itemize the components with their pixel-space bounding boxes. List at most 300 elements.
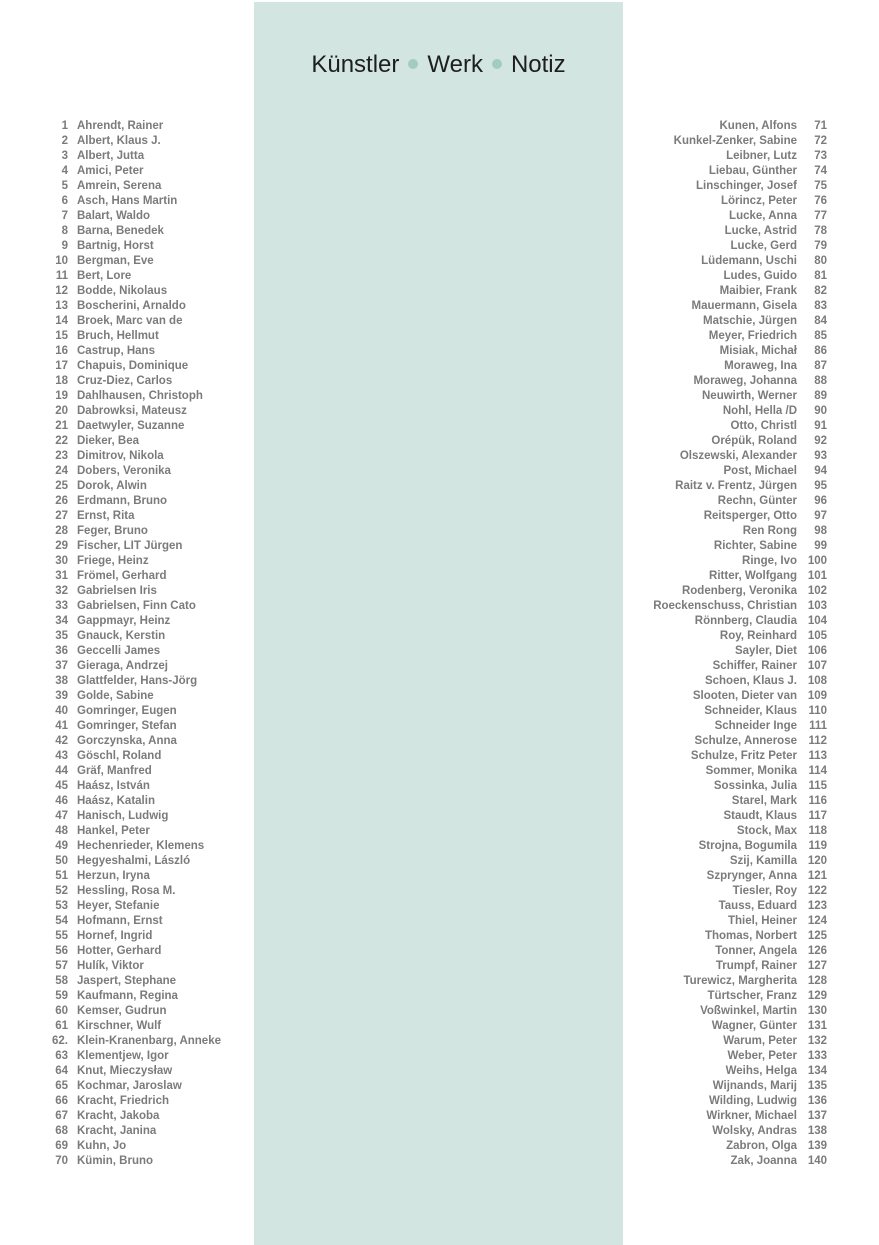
list-item — [40, 569, 245, 584]
artist-name: Geccelli James — [77, 645, 161, 657]
entry-number: 123 — [807, 900, 827, 912]
artist-name: Starel, Mark — [731, 795, 797, 807]
artist-name: Thomas, Norbert — [704, 930, 797, 942]
entry-number: 53 — [55, 900, 68, 912]
list-item — [630, 899, 830, 914]
artist-name: Hankel, Peter — [77, 825, 150, 837]
artist-name: Friege, Heinz — [77, 555, 149, 567]
list-item — [630, 929, 830, 944]
list-item — [40, 824, 245, 839]
list-item — [40, 644, 245, 659]
artist-name: Gorczynska, Anna — [77, 735, 177, 747]
list-item — [630, 944, 830, 959]
artist-name: Gräf, Manfred — [77, 765, 152, 777]
entry-number: 115 — [808, 780, 827, 792]
entry-number: 103 — [807, 600, 827, 612]
artist-name: Haász, Katalin — [77, 795, 155, 807]
list-item — [630, 344, 830, 359]
entry-number: 74 — [814, 165, 827, 177]
entry-number: 1 — [61, 120, 68, 132]
list-item — [40, 374, 245, 389]
list-item — [630, 254, 830, 269]
list-item — [40, 749, 245, 764]
list-item — [40, 1034, 245, 1049]
page-title — [254, 50, 623, 80]
list-item — [40, 764, 245, 779]
artist-name: Tiesler, Roy — [732, 885, 797, 897]
artist-name: Hornef, Ingrid — [77, 930, 153, 942]
artist-name: Lucke, Anna — [729, 210, 797, 222]
artist-name: Göschl, Roland — [77, 750, 162, 762]
entry-number: 19 — [55, 390, 68, 402]
list-item — [630, 1094, 830, 1109]
artist-name: Lucke, Astrid — [724, 225, 797, 237]
artist-name: Erdmann, Bruno — [77, 495, 168, 507]
list-item — [40, 164, 245, 179]
list-item — [40, 554, 245, 569]
artist-name: Otto, Christl — [730, 420, 797, 432]
list-item — [630, 419, 830, 434]
list-item — [40, 284, 245, 299]
entry-number: 18 — [55, 375, 68, 387]
list-item — [40, 464, 245, 479]
artist-name: Lörincz, Peter — [720, 195, 797, 207]
entry-number: 64 — [55, 1065, 68, 1077]
list-item — [630, 839, 830, 854]
list-item — [40, 389, 245, 404]
list-item — [40, 869, 245, 884]
entry-number: 77 — [814, 210, 827, 222]
list-item — [630, 1019, 830, 1034]
notes-column-band — [254, 2, 623, 1245]
artist-name: Gabrielsen Iris — [77, 585, 157, 597]
entry-number: 112 — [808, 735, 827, 747]
list-item — [40, 689, 245, 704]
entry-number: 43 — [55, 750, 68, 762]
list-item — [40, 974, 245, 989]
title-word-artist: Künstler — [311, 51, 400, 78]
entry-number: 73 — [814, 150, 827, 162]
list-item — [40, 119, 245, 134]
artist-name: Thiel, Heiner — [727, 915, 797, 927]
artist-name: Schiffer, Rainer — [712, 660, 797, 672]
entry-number: 82 — [814, 285, 827, 297]
list-item — [630, 959, 830, 974]
entry-number: 42 — [55, 735, 68, 747]
list-item — [40, 584, 245, 599]
artist-name: Hulík, Viktor — [77, 960, 144, 972]
artist-name: Gappmayr, Heinz — [77, 615, 171, 627]
entry-number: 14 — [55, 315, 68, 327]
list-item — [630, 824, 830, 839]
entry-number: 66 — [55, 1095, 68, 1107]
entry-number: 116 — [808, 795, 827, 807]
list-item — [630, 209, 830, 224]
artist-name: Daetwyler, Suzanne — [77, 420, 185, 432]
list-item — [630, 869, 830, 884]
artist-name: Hessling, Rosa M. — [77, 885, 176, 897]
list-item — [40, 1019, 245, 1034]
entry-number: 40 — [55, 705, 68, 717]
entry-number: 10 — [55, 255, 68, 267]
entry-number: 79 — [814, 240, 827, 252]
entry-number: 69 — [55, 1140, 68, 1152]
list-item — [630, 539, 830, 554]
artist-name: Post, Michael — [723, 465, 797, 477]
artist-name: Moraweg, Ina — [724, 360, 797, 372]
title-word-note: Notiz — [510, 51, 566, 78]
list-item — [630, 599, 830, 614]
entry-number: 136 — [807, 1095, 827, 1107]
artist-name: Frömel, Gerhard — [77, 570, 167, 582]
artist-name: Hegyeshalmi, László — [77, 855, 191, 867]
artist-name: Klein-Kranenbarg, Anneke — [77, 1035, 221, 1047]
list-item — [630, 1139, 830, 1154]
list-item — [630, 314, 830, 329]
list-item — [40, 1079, 245, 1094]
entry-number: 120 — [807, 855, 827, 867]
entry-number: 70 — [55, 1155, 68, 1167]
artist-name: Golde, Sabine — [77, 690, 154, 702]
artist-name: Meyer, Friedrich — [708, 330, 797, 342]
entry-number: 9 — [61, 240, 68, 252]
list-item — [40, 719, 245, 734]
entry-number: 22 — [55, 435, 68, 447]
entry-number: 47 — [55, 810, 68, 822]
artist-name: Rodenberg, Veronika — [681, 585, 797, 597]
entry-number: 36 — [55, 645, 68, 657]
artist-name: Mauermann, Gisela — [691, 300, 797, 312]
entry-number: 68 — [55, 1125, 68, 1137]
list-item — [630, 1004, 830, 1019]
bullet-dot-icon — [408, 59, 418, 69]
artist-name: Leibner, Lutz — [726, 150, 797, 162]
list-item — [630, 329, 830, 344]
entry-number: 7 — [61, 210, 68, 222]
list-item — [40, 809, 245, 824]
list-item — [630, 779, 830, 794]
artist-name: Schulze, Fritz Peter — [690, 750, 797, 762]
artist-name: Raitz v. Frentz, Jürgen — [675, 480, 797, 492]
list-item — [40, 269, 245, 284]
list-item — [630, 1154, 830, 1169]
artist-name: Rechn, Günter — [717, 495, 797, 507]
artist-name: Dabrowksi, Mateusz — [77, 405, 187, 417]
entry-number: 135 — [807, 1080, 827, 1092]
artist-name: Balart, Waldo — [77, 210, 151, 222]
artist-name: Barna, Benedek — [77, 225, 164, 237]
artist-name: Heyer, Stefanie — [77, 900, 160, 912]
bullet-dot-icon — [492, 59, 502, 69]
artist-name: Kaufmann, Regina — [77, 990, 178, 1002]
artist-name: Asch, Hans Martin — [77, 195, 178, 207]
list-item — [630, 1124, 830, 1139]
entry-number: 27 — [55, 510, 68, 522]
list-item — [40, 1049, 245, 1064]
artist-name: Hechenrieder, Klemens — [77, 840, 205, 852]
list-item — [630, 149, 830, 164]
artist-name: Ludes, Guido — [723, 270, 797, 282]
list-item — [40, 434, 245, 449]
entry-number: 101 — [807, 570, 827, 582]
list-item — [40, 884, 245, 899]
entry-number: 90 — [814, 405, 827, 417]
entry-number: 133 — [807, 1050, 827, 1062]
list-item — [40, 179, 245, 194]
entry-number: 6 — [61, 195, 68, 207]
entry-number: 13 — [55, 300, 68, 312]
artist-name: Lüdemann, Uschi — [701, 255, 797, 267]
artist-name: Kracht, Jakoba — [77, 1110, 160, 1122]
list-item — [630, 119, 830, 134]
entry-number: 124 — [807, 915, 827, 927]
entry-number: 139 — [807, 1140, 827, 1152]
artist-name: Roeckenschuss, Christian — [653, 600, 797, 612]
list-item — [630, 809, 830, 824]
entry-number: 61 — [55, 1020, 68, 1032]
entry-number: 49 — [55, 840, 68, 852]
artist-name: Bartnig, Horst — [77, 240, 154, 252]
list-item — [630, 299, 830, 314]
artist-name: Sommer, Monika — [705, 765, 797, 777]
entry-number: 51 — [55, 870, 68, 882]
entry-number: 50 — [55, 855, 68, 867]
entry-number: 130 — [807, 1005, 827, 1017]
artist-name: Gomringer, Stefan — [77, 720, 177, 732]
entry-number: 55 — [55, 930, 68, 942]
artist-name: Haász, István — [77, 780, 150, 792]
artist-name: Ahrendt, Rainer — [77, 120, 164, 132]
list-item — [630, 524, 830, 539]
list-item — [40, 1154, 245, 1169]
list-item — [630, 569, 830, 584]
entry-number: 26 — [55, 495, 68, 507]
list-item — [630, 284, 830, 299]
artist-name: Gieraga, Andrzej — [77, 660, 168, 672]
artist-name: Knut, Mieczysław — [77, 1065, 173, 1077]
list-item — [40, 989, 245, 1004]
list-item — [630, 359, 830, 374]
entry-number: 89 — [814, 390, 827, 402]
artist-name: Albert, Jutta — [77, 150, 145, 162]
artist-name: Kunkel-Zenker, Sabine — [673, 135, 797, 147]
list-item — [40, 344, 245, 359]
artist-name: Hofmann, Ernst — [77, 915, 163, 927]
artist-name: Kümin, Bruno — [77, 1155, 154, 1167]
list-item — [40, 839, 245, 854]
entry-number: 87 — [814, 360, 827, 372]
entry-number: 107 — [807, 660, 827, 672]
list-item — [630, 224, 830, 239]
artist-name: Castrup, Hans — [77, 345, 155, 357]
entry-number: 117 — [808, 810, 827, 822]
list-item — [630, 464, 830, 479]
artist-name: Staudt, Klaus — [723, 810, 797, 822]
entry-number: 62. — [52, 1035, 68, 1047]
entry-number: 95 — [814, 480, 827, 492]
entry-number: 78 — [814, 225, 827, 237]
artist-name: Trumpf, Rainer — [715, 960, 797, 972]
artist-name: Zak, Joanna — [730, 1155, 797, 1167]
list-item — [630, 164, 830, 179]
artist-name: Warum, Peter — [723, 1035, 797, 1047]
list-item — [630, 269, 830, 284]
entry-number: 122 — [807, 885, 827, 897]
entry-number: 119 — [808, 840, 827, 852]
entry-number: 52 — [55, 885, 68, 897]
list-item — [40, 1094, 245, 1109]
entry-number: 105 — [807, 630, 827, 642]
list-item — [40, 599, 245, 614]
artist-name: Amrein, Serena — [77, 180, 162, 192]
entry-number: 100 — [807, 555, 827, 567]
artist-name: Schneider Inge — [714, 720, 797, 732]
artist-name: Sossinka, Julia — [713, 780, 797, 792]
list-item — [630, 389, 830, 404]
entry-number: 25 — [55, 480, 68, 492]
artist-name: Matschie, Jürgen — [703, 315, 797, 327]
entry-number: 28 — [55, 525, 68, 537]
artist-name: Szprynger, Anna — [706, 870, 797, 882]
artist-name: Kracht, Janina — [77, 1125, 157, 1137]
entry-number: 131 — [807, 1020, 827, 1032]
artist-name: Kochmar, Jaroslaw — [77, 1080, 182, 1092]
entry-number: 8 — [61, 225, 68, 237]
list-item — [40, 194, 245, 209]
list-item — [630, 194, 830, 209]
artist-name: Cruz-Diez, Carlos — [77, 375, 173, 387]
list-item — [630, 179, 830, 194]
entry-number: 92 — [814, 435, 827, 447]
entry-number: 11 — [55, 270, 68, 282]
list-item — [40, 734, 245, 749]
entry-number: 93 — [814, 450, 827, 462]
entry-number: 37 — [55, 660, 68, 672]
list-item — [630, 629, 830, 644]
artist-name: Herzun, Iryna — [77, 870, 150, 882]
list-item — [630, 1034, 830, 1049]
list-item — [40, 509, 245, 524]
entry-number: 65 — [55, 1080, 68, 1092]
artist-name: Kemser, Gudrun — [77, 1005, 167, 1017]
artist-name: Amici, Peter — [77, 165, 144, 177]
entry-number: 71 — [814, 120, 827, 132]
artist-name: Turewicz, Margherita — [683, 975, 797, 987]
list-item — [630, 854, 830, 869]
artist-list-left — [40, 119, 245, 1169]
artist-name: Kunen, Alfons — [719, 120, 797, 132]
entry-number: 121 — [807, 870, 827, 882]
list-item — [40, 329, 245, 344]
artist-name: Wirkner, Michael — [706, 1110, 797, 1122]
artist-name: Dobers, Veronika — [77, 465, 171, 477]
entry-number: 46 — [55, 795, 68, 807]
entry-number: 20 — [55, 405, 68, 417]
entry-number: 88 — [814, 375, 827, 387]
entry-number: 99 — [814, 540, 827, 552]
entry-number: 118 — [808, 825, 827, 837]
entry-number: 59 — [55, 990, 68, 1002]
list-item — [40, 854, 245, 869]
entry-number: 2 — [61, 135, 68, 147]
list-item — [630, 719, 830, 734]
artist-name: Stock, Max — [736, 825, 797, 837]
entry-number: 23 — [55, 450, 68, 462]
artist-name: Strojna, Bogumila — [698, 840, 797, 852]
list-item — [40, 149, 245, 164]
artist-name: Dahlhausen, Christoph — [77, 390, 203, 402]
list-item — [40, 674, 245, 689]
list-item — [40, 704, 245, 719]
list-item — [40, 359, 245, 374]
artist-name: Olszewski, Alexander — [679, 450, 797, 462]
entry-number: 31 — [55, 570, 68, 582]
list-item — [630, 764, 830, 779]
list-item — [40, 209, 245, 224]
entry-number: 96 — [814, 495, 827, 507]
entry-number: 137 — [807, 1110, 827, 1122]
list-item — [40, 539, 245, 554]
artist-name: Kuhn, Jo — [77, 1140, 127, 1152]
entry-number: 134 — [807, 1065, 827, 1077]
artist-name: Feger, Bruno — [77, 525, 148, 537]
entry-number: 76 — [814, 195, 827, 207]
list-item — [40, 254, 245, 269]
list-item — [40, 419, 245, 434]
entry-number: 21 — [55, 420, 68, 432]
list-item — [630, 239, 830, 254]
artist-name: Lucke, Gerd — [730, 240, 797, 252]
list-item — [40, 1124, 245, 1139]
artist-name: Schoen, Klaus J. — [704, 675, 797, 687]
entry-number: 126 — [807, 945, 827, 957]
entry-number: 85 — [814, 330, 827, 342]
artist-name: Bodde, Nikolaus — [77, 285, 168, 297]
list-item — [40, 629, 245, 644]
artist-name: Albert, Klaus J. — [77, 135, 161, 147]
artist-name: Zabron, Olga — [726, 1140, 797, 1152]
entry-number: 75 — [814, 180, 827, 192]
entry-number: 83 — [814, 300, 827, 312]
list-item — [630, 434, 830, 449]
artist-name: Misiak, Michał — [719, 345, 797, 357]
artist-name: Ringe, Ivo — [742, 555, 797, 567]
artist-name: Fischer, LIT Jürgen — [77, 540, 183, 552]
list-item — [40, 449, 245, 464]
artist-name: Roy, Reinhard — [719, 630, 797, 642]
artist-name: Tonner, Angela — [715, 945, 797, 957]
entry-number: 45 — [55, 780, 68, 792]
entry-number: 129 — [807, 990, 827, 1002]
list-item — [40, 239, 245, 254]
list-item — [630, 749, 830, 764]
entry-number: 30 — [55, 555, 68, 567]
list-item — [40, 944, 245, 959]
list-item — [40, 659, 245, 674]
entry-number: 72 — [814, 135, 827, 147]
list-item — [630, 1079, 830, 1094]
entry-number: 48 — [55, 825, 68, 837]
list-item — [40, 1004, 245, 1019]
entry-number: 114 — [808, 765, 827, 777]
list-item — [40, 299, 245, 314]
entry-number: 97 — [814, 510, 827, 522]
entry-number: 67 — [55, 1110, 68, 1122]
list-item — [630, 614, 830, 629]
list-item — [40, 779, 245, 794]
list-item — [630, 974, 830, 989]
artist-name: Dieker, Bea — [77, 435, 140, 447]
